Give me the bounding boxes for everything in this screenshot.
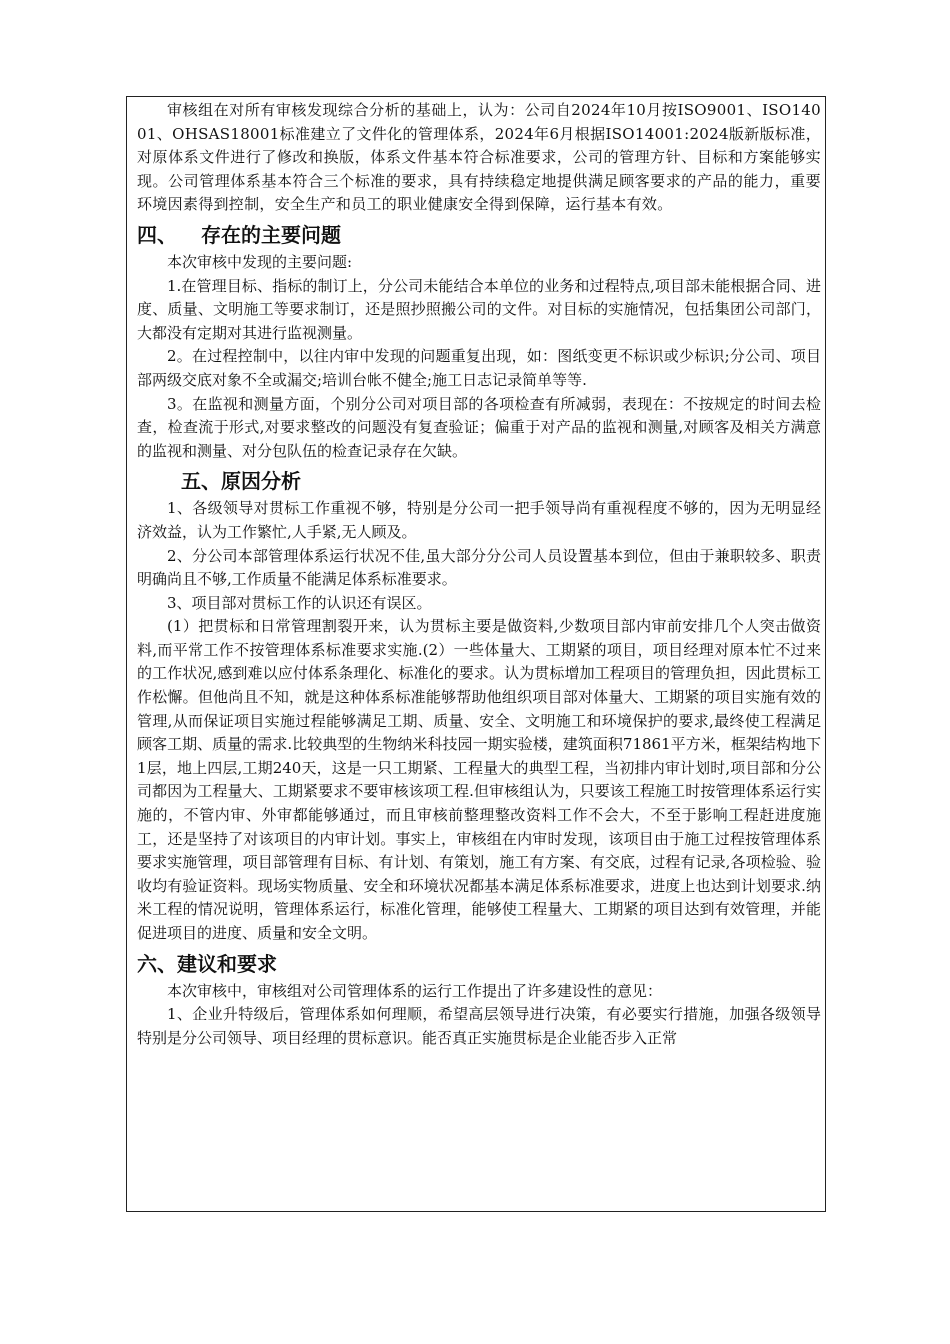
section-4-number: 四、 bbox=[137, 222, 177, 247]
section-4-paragraph: 本次审核中发现的主要问题: bbox=[167, 252, 353, 271]
section-4-paragraph: 1.在管理目标、指标的制订上，分公司未能结合本单位的业务和过程特点,项目部未能根据合同、进度、质量、文明施工等要求制订，还是照抄照搬公司的文件。对目标的实施情况，包括集团公司部门，大都没有定期对其进行监视测量。 bbox=[137, 276, 821, 342]
intro-paragraph: 审核组在对所有审核发现综合分析的基础上，认为：公司自2024年10月按ISO9001、ISO14001、OHSAS18001标准建立了文件化的管理体系，2024年6月根据ISO14001:2024版新版标准，对原体系文件进行了修改和换版，体系文件基本符合标准要求，公司的管理方针、目标和方案能够实现。公司管理体系基本符合三个标准的要求，具有持续稳定地提供满足顾客要求的产品的能力，重要环境因素得到控制，安全生产和员工的职业健康安全得到保障，运行基本有效。 bbox=[137, 101, 821, 214]
section-6-heading: 六、建议和要求 bbox=[137, 951, 277, 976]
section-5-paragraph: (1）把贯标和日常管理割裂开来，认为贯标主要是做资料,少数项目部内审前安排几个人突击做资料,而平常工作不按管理体系标准要求实施.(2）一些体量大、工期紧的项目，项目经理对原本忙不过来的工作状况,感到难以应付体系条理化、标准化的要求。认为贯标增加工程项目的管理负担，因此贯标工作松懈。但他尚且不知，就是这种体系标准能够帮助他组织项目部对体量大、工期紧的项目实施有效的管理,从而保证项目实施过程能够满足工期、质量、安全、文明施工和环境保护的要求,最终使工程满足顾客工期、质量的需求.比较典型的生物纳米科技园一期实验楼，建筑面积71861平方米，框架结构地下1层，地上四层,工期240天，这是一只工期紧、工程量大的典型工程，当初排内审计划时,项目部和分公司都因为工程量大、工期紧要求不要审核该项工程.但审核组认为，只要该工程施工时按管理体系运行实施的，不管内审、外审都能够通过，而且审核前整理整改资料工作不会大，不至于影响工程赶进度施工，还是坚持了对该项目的内审计划。事实上，审核组在内审时发现，该项目由于施工过程按管理体系要求实施管理，项目部管理有目标、有计划、有策划，施工有方案、有交底，过程有记录,各项检验、验收均有验证资料。现场实物质量、安全和环境状况都基本满足体系标准要求，进度上也达到计划要求.纳米工程的情况说明，管理体系运行，标准化管理，能够使工程量大、工期紧的项目达到有效管理，并能促进项目的进度、质量和安全文明。 bbox=[137, 617, 821, 942]
document-frame bbox=[126, 96, 826, 1212]
section-4-paragraph: 2。在过程控制中，以往内审中发现的问题重复出现，如：图纸变更不标识或少标识;分公司、项目部两级交底对象不全或漏交;培训台帐不健全;施工日志记录简单等等. bbox=[137, 347, 821, 389]
section-5-heading: 五、原因分析 bbox=[181, 469, 301, 494]
section-4-heading bbox=[137, 221, 821, 249]
section-5-paragraph: 2、分公司本部管理体系运行状况不佳,虽大部分分公司人员设置基本到位，但由于兼职较多、职责明确尚且不够,工作质量不能满足体系标准要求。 bbox=[137, 546, 821, 589]
section-5-paragraph: 1、各级领导对贯标工作重视不够，特别是分公司一把手领导尚有重视程度不够的，因为无明显经济效益，认为工作繁忙,人手紧,无人顾及。 bbox=[137, 499, 821, 541]
section-6-paragraph: 本次审核中，审核组对公司管理体系的运行工作提出了许多建设性的意见： bbox=[167, 981, 663, 1000]
section-4-title: 存在的主要问题 bbox=[201, 222, 341, 247]
section-6-paragraph: 1、企业升特级后，管理体系如何理顺，希望高层领导进行决策，有必要实行措施，加强各级领导特别是分公司领导、项目经理的贯标意识。能否真正实施贯标是企业能否步入正常 bbox=[137, 1005, 821, 1047]
section-5-paragraph: 3、项目部对贯标工作的认识还有误区。 bbox=[167, 593, 432, 612]
section-4-paragraph: 3。在监视和测量方面，个别分公司对项目部的各项检查有所减弱，表现在：不按规定的时间去检查，检查流于形式,对要求整改的问题没有复查验证；偏重于对产品的监视和测量,对顾客及相关方满意的监视和测量、对分包队伍的检查记录存在欠缺。 bbox=[137, 394, 821, 460]
